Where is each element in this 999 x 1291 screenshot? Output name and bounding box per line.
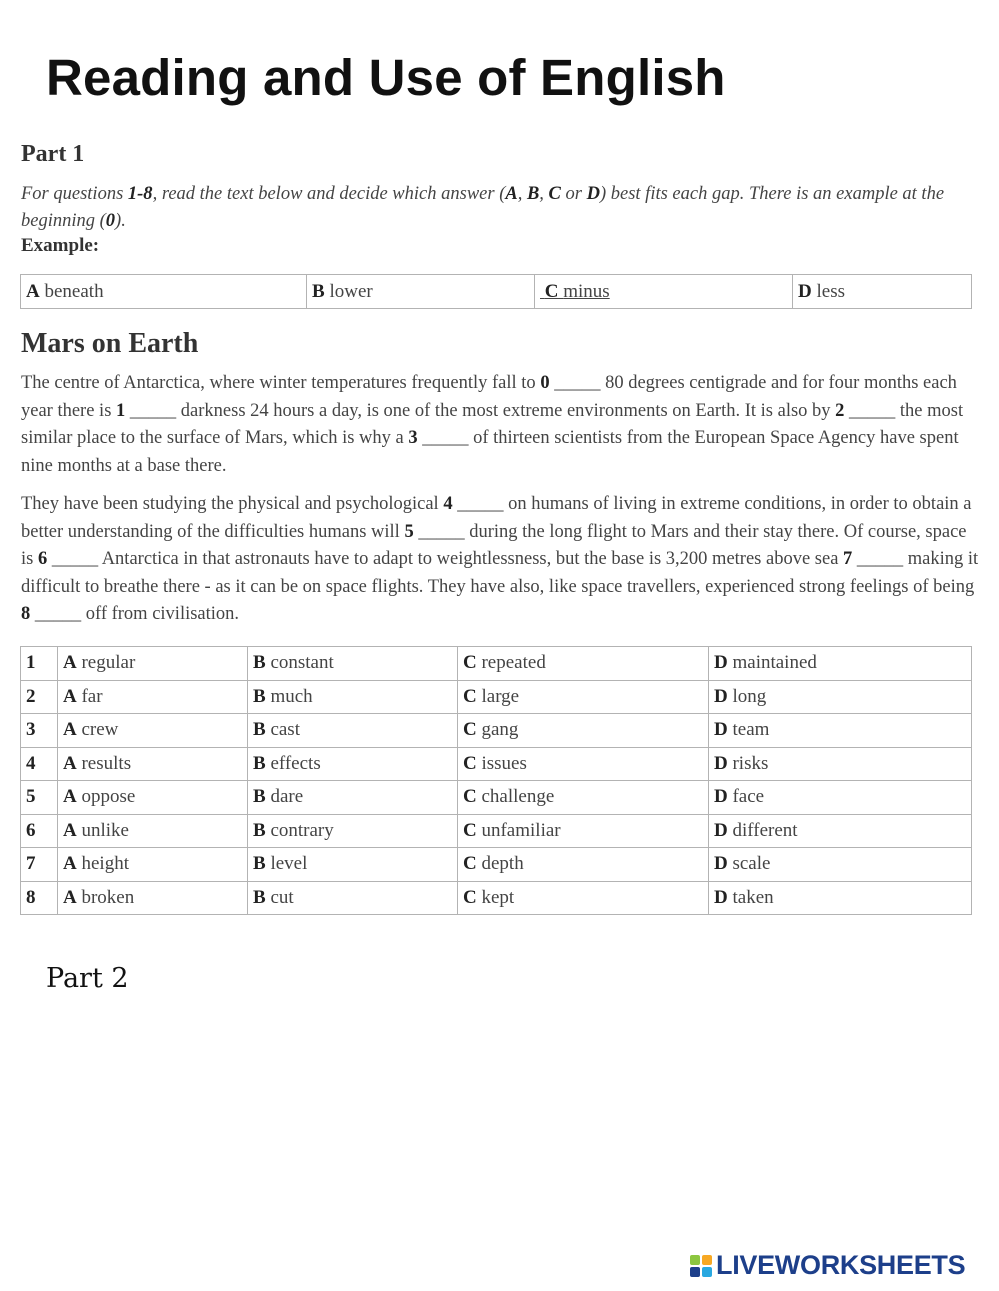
option-c: C challenge xyxy=(458,781,709,815)
example-option-d: D less xyxy=(793,275,972,309)
option-d: D long xyxy=(709,680,972,714)
options-row-8 xyxy=(21,881,972,915)
liveworksheets-logo xyxy=(690,1250,965,1281)
question-number: 5 xyxy=(21,781,58,815)
option-d: D face xyxy=(709,781,972,815)
option-d: D different xyxy=(709,814,972,848)
option-b: B effects xyxy=(248,747,458,781)
option-c: C depth xyxy=(458,848,709,882)
example-label: Example: xyxy=(21,235,100,256)
option-c: C kept xyxy=(458,881,709,915)
option-a: A results xyxy=(58,747,248,781)
question-number: 7 xyxy=(21,848,58,882)
options-row-2 xyxy=(21,680,972,714)
options-row-1 xyxy=(21,647,972,681)
example-option-b: B lower xyxy=(307,275,535,309)
options-row-4 xyxy=(21,747,972,781)
options-row-7 xyxy=(21,848,972,882)
option-b: B level xyxy=(248,848,458,882)
option-b: B much xyxy=(248,680,458,714)
liveworksheets-logo-text: LIVEWORKSHEETS xyxy=(716,1250,966,1280)
option-d: D team xyxy=(709,714,972,748)
text-paragraph-1: The centre of Antarctica, where winter temperatures frequently fall to 0 _____ 80 degrees centigrade and for four months each year there is 1 _____ darkness 24 hours a day, is one of the most extreme environments on Earth. It is also by 2 _____ the most similar place to the surface of Mars, which is why a 3 _____ of thirteen scientists from the European Space Agency have spent nine months at a base there. xyxy=(21,373,964,476)
option-d: D maintained xyxy=(709,647,972,681)
option-b: B dare xyxy=(248,781,458,815)
question-number: 2 xyxy=(21,680,58,714)
options-table xyxy=(20,646,972,915)
option-c: C unfamiliar xyxy=(458,814,709,848)
option-b: B cast xyxy=(248,714,458,748)
option-c: C issues xyxy=(458,747,709,781)
options-row-6 xyxy=(21,814,972,848)
example-row xyxy=(21,275,972,309)
option-a: A far xyxy=(58,680,248,714)
option-a: A crew xyxy=(58,714,248,748)
liveworksheets-logo-icon xyxy=(690,1255,712,1277)
option-b: B contrary xyxy=(248,814,458,848)
example-option-a: A beneath xyxy=(21,275,307,309)
option-b: B cut xyxy=(248,881,458,915)
option-d: D scale xyxy=(709,848,972,882)
question-number: 8 xyxy=(21,881,58,915)
option-a: A unlike xyxy=(58,814,248,848)
question-number: 4 xyxy=(21,747,58,781)
part1-instructions: For questions 1-8, read the text below and decide which answer (A, B, C or D) best fits each gap. There is an example at the beginning (0). xyxy=(21,184,945,231)
option-a: A regular xyxy=(58,647,248,681)
option-c: C repeated xyxy=(458,647,709,681)
option-a: A broken xyxy=(58,881,248,915)
option-b: B constant xyxy=(248,647,458,681)
text-title: Mars on Earth xyxy=(21,328,199,359)
option-a: A oppose xyxy=(58,781,248,815)
question-number: 1 xyxy=(21,647,58,681)
option-c: C gang xyxy=(458,714,709,748)
option-a: A height xyxy=(58,848,248,882)
option-d: D risks xyxy=(709,747,972,781)
option-d: D taken xyxy=(709,881,972,915)
option-c: C large xyxy=(458,680,709,714)
question-number: 3 xyxy=(21,714,58,748)
part2-heading: Part 2 xyxy=(46,963,129,994)
part1-heading: Part 1 xyxy=(21,141,85,167)
example-table xyxy=(20,274,972,309)
question-number: 6 xyxy=(21,814,58,848)
text-paragraph-2: They have been studying the physical and psychological 4 _____ on humans of living in extreme conditions, in order to obtain a better understanding of the difficulties humans will 5 _____ during the long flight to Mars and their stay there. Of course, space is 6 _____ Antarctica in that astronauts have to adapt to weightlessness, but the base is 3,200 metres above sea 7 _____ making it difficult to breathe there - as it can be on space flights. They have also, like space travellers, experienced strong feelings of being 8 _____ off from civilisation. xyxy=(21,494,979,625)
options-row-5 xyxy=(21,781,972,815)
page-title: Reading and Use of English xyxy=(46,49,726,106)
example-option-c-correct: C minus xyxy=(535,275,793,309)
options-row-3 xyxy=(21,714,972,748)
